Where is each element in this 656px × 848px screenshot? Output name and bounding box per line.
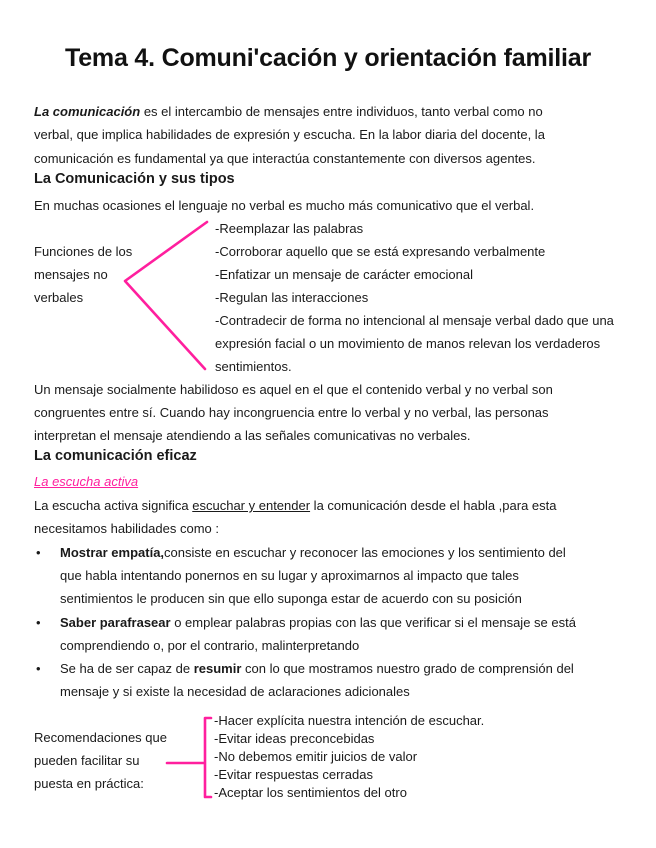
function-item-cont: expresión facial o un movimiento de manos relevan los verdaderos: [215, 336, 601, 351]
function-item: -Enfatizar un mensaje de carácter emocional: [215, 267, 473, 282]
function-item: -Contradecir de forma no intencional al mensaje verbal dado que una: [215, 313, 614, 328]
bullet-text: o emplear palabras propias con las que verificar si el mensaje se está: [170, 615, 576, 630]
intro-line-2: verbal, que implica habilidades de expresión y escucha. En la labor diaria del docente, la: [34, 127, 545, 142]
page-title: Tema 4. Comuni'cación y orientación familiar: [65, 44, 591, 72]
bullet-dot: •: [36, 545, 41, 560]
recommendation-item: -Evitar respuestas cerradas: [214, 767, 373, 782]
def-underlined: escuchar y entender: [192, 498, 311, 513]
section1-paragraph-line: interpretan el mensaje atendiendo a las señales comunicativas no verbales.: [34, 428, 471, 443]
intro-text: es el intercambio de mensajes entre individuos, tanto verbal como no: [140, 104, 543, 119]
section-heading-eficaz: La comunicación eficaz: [34, 448, 197, 464]
functions-bracket: [125, 222, 207, 369]
function-item: -Reemplazar las palabras: [215, 221, 364, 236]
bullet-bold: Saber parafrasear: [60, 615, 171, 630]
functions-label-line-2: mensajes no: [34, 267, 108, 282]
section1-paragraph-line: congruentes entre sí. Cuando hay incongruencia entre lo verbal y no verbal, las personas: [34, 405, 549, 420]
bullet-text: con lo que mostramos nuestro grado de comprensión del: [241, 661, 574, 676]
recommendations-bracket: [167, 718, 211, 797]
intro-term: La comunicación: [34, 104, 141, 119]
functions-label-line-1: Funciones de los: [34, 244, 133, 259]
recommendation-item: -No debemos emitir juicios de valor: [214, 749, 418, 764]
function-item: -Corroborar aquello que se está expresando verbalmente: [215, 244, 546, 259]
bullet-bold: Mostrar empatía,: [60, 545, 165, 560]
section1-intro: En muchas ocasiones el lenguaje no verbal es mucho más comunicativo que el verbal.: [34, 198, 535, 213]
bullet-dot: •: [36, 661, 41, 676]
def-text: la comunicación desde el habla ,para esta: [310, 498, 557, 513]
recommendation-item: -Evitar ideas preconcebidas: [214, 731, 375, 746]
reco-label-line-3: puesta en práctica:: [34, 776, 144, 791]
recommendation-item: -Hacer explícita nuestra intención de escuchar.: [214, 713, 485, 728]
def-text: La escucha activa significa: [34, 498, 193, 513]
bullet-resumir-line-2: mensaje y si existe la necesidad de aclaraciones adicionales: [60, 684, 410, 699]
bullet-dot: •: [36, 615, 41, 630]
subheading-escucha-activa: La escucha activa: [34, 474, 139, 489]
bullet-bold: resumir: [193, 661, 242, 676]
function-item-cont: sentimientos.: [215, 359, 292, 374]
reco-label-line-1: Recomendaciones que: [34, 730, 167, 745]
intro-line-3: comunicación es fundamental ya que interactúa constantemente con diversos agentes.: [34, 151, 536, 166]
function-item: -Regulan las interacciones: [215, 290, 369, 305]
bullet-empatia-line-3: sentimientos le producen sin que ello suponga estar de acuerdo con su posición: [60, 591, 522, 606]
functions-label-line-3: verbales: [34, 290, 84, 305]
bullet-text: Se ha de ser capaz de: [60, 661, 194, 676]
section1-paragraph-line: Un mensaje socialmente habilidoso es aquel en el que el contenido verbal y no verbal son: [34, 382, 553, 397]
recommendation-item: -Aceptar los sentimientos del otro: [214, 785, 407, 800]
bullet-text: consiste en escuchar y reconocer las emociones y los sentimiento del: [164, 545, 566, 560]
bullet-parafrasear-line-2: comprendiendo o, por el contrario, malinterpretando: [60, 638, 360, 653]
escucha-def-line-2: necesitamos habilidades como :: [34, 521, 219, 536]
bullet-empatia-line-2: que habla intentando ponernos en su lugar y aproximarnos al impacto que tales: [60, 568, 519, 583]
section-heading-tipos: La Comunicación y sus tipos: [34, 171, 235, 187]
reco-label-line-2: pueden facilitar su: [34, 753, 140, 768]
